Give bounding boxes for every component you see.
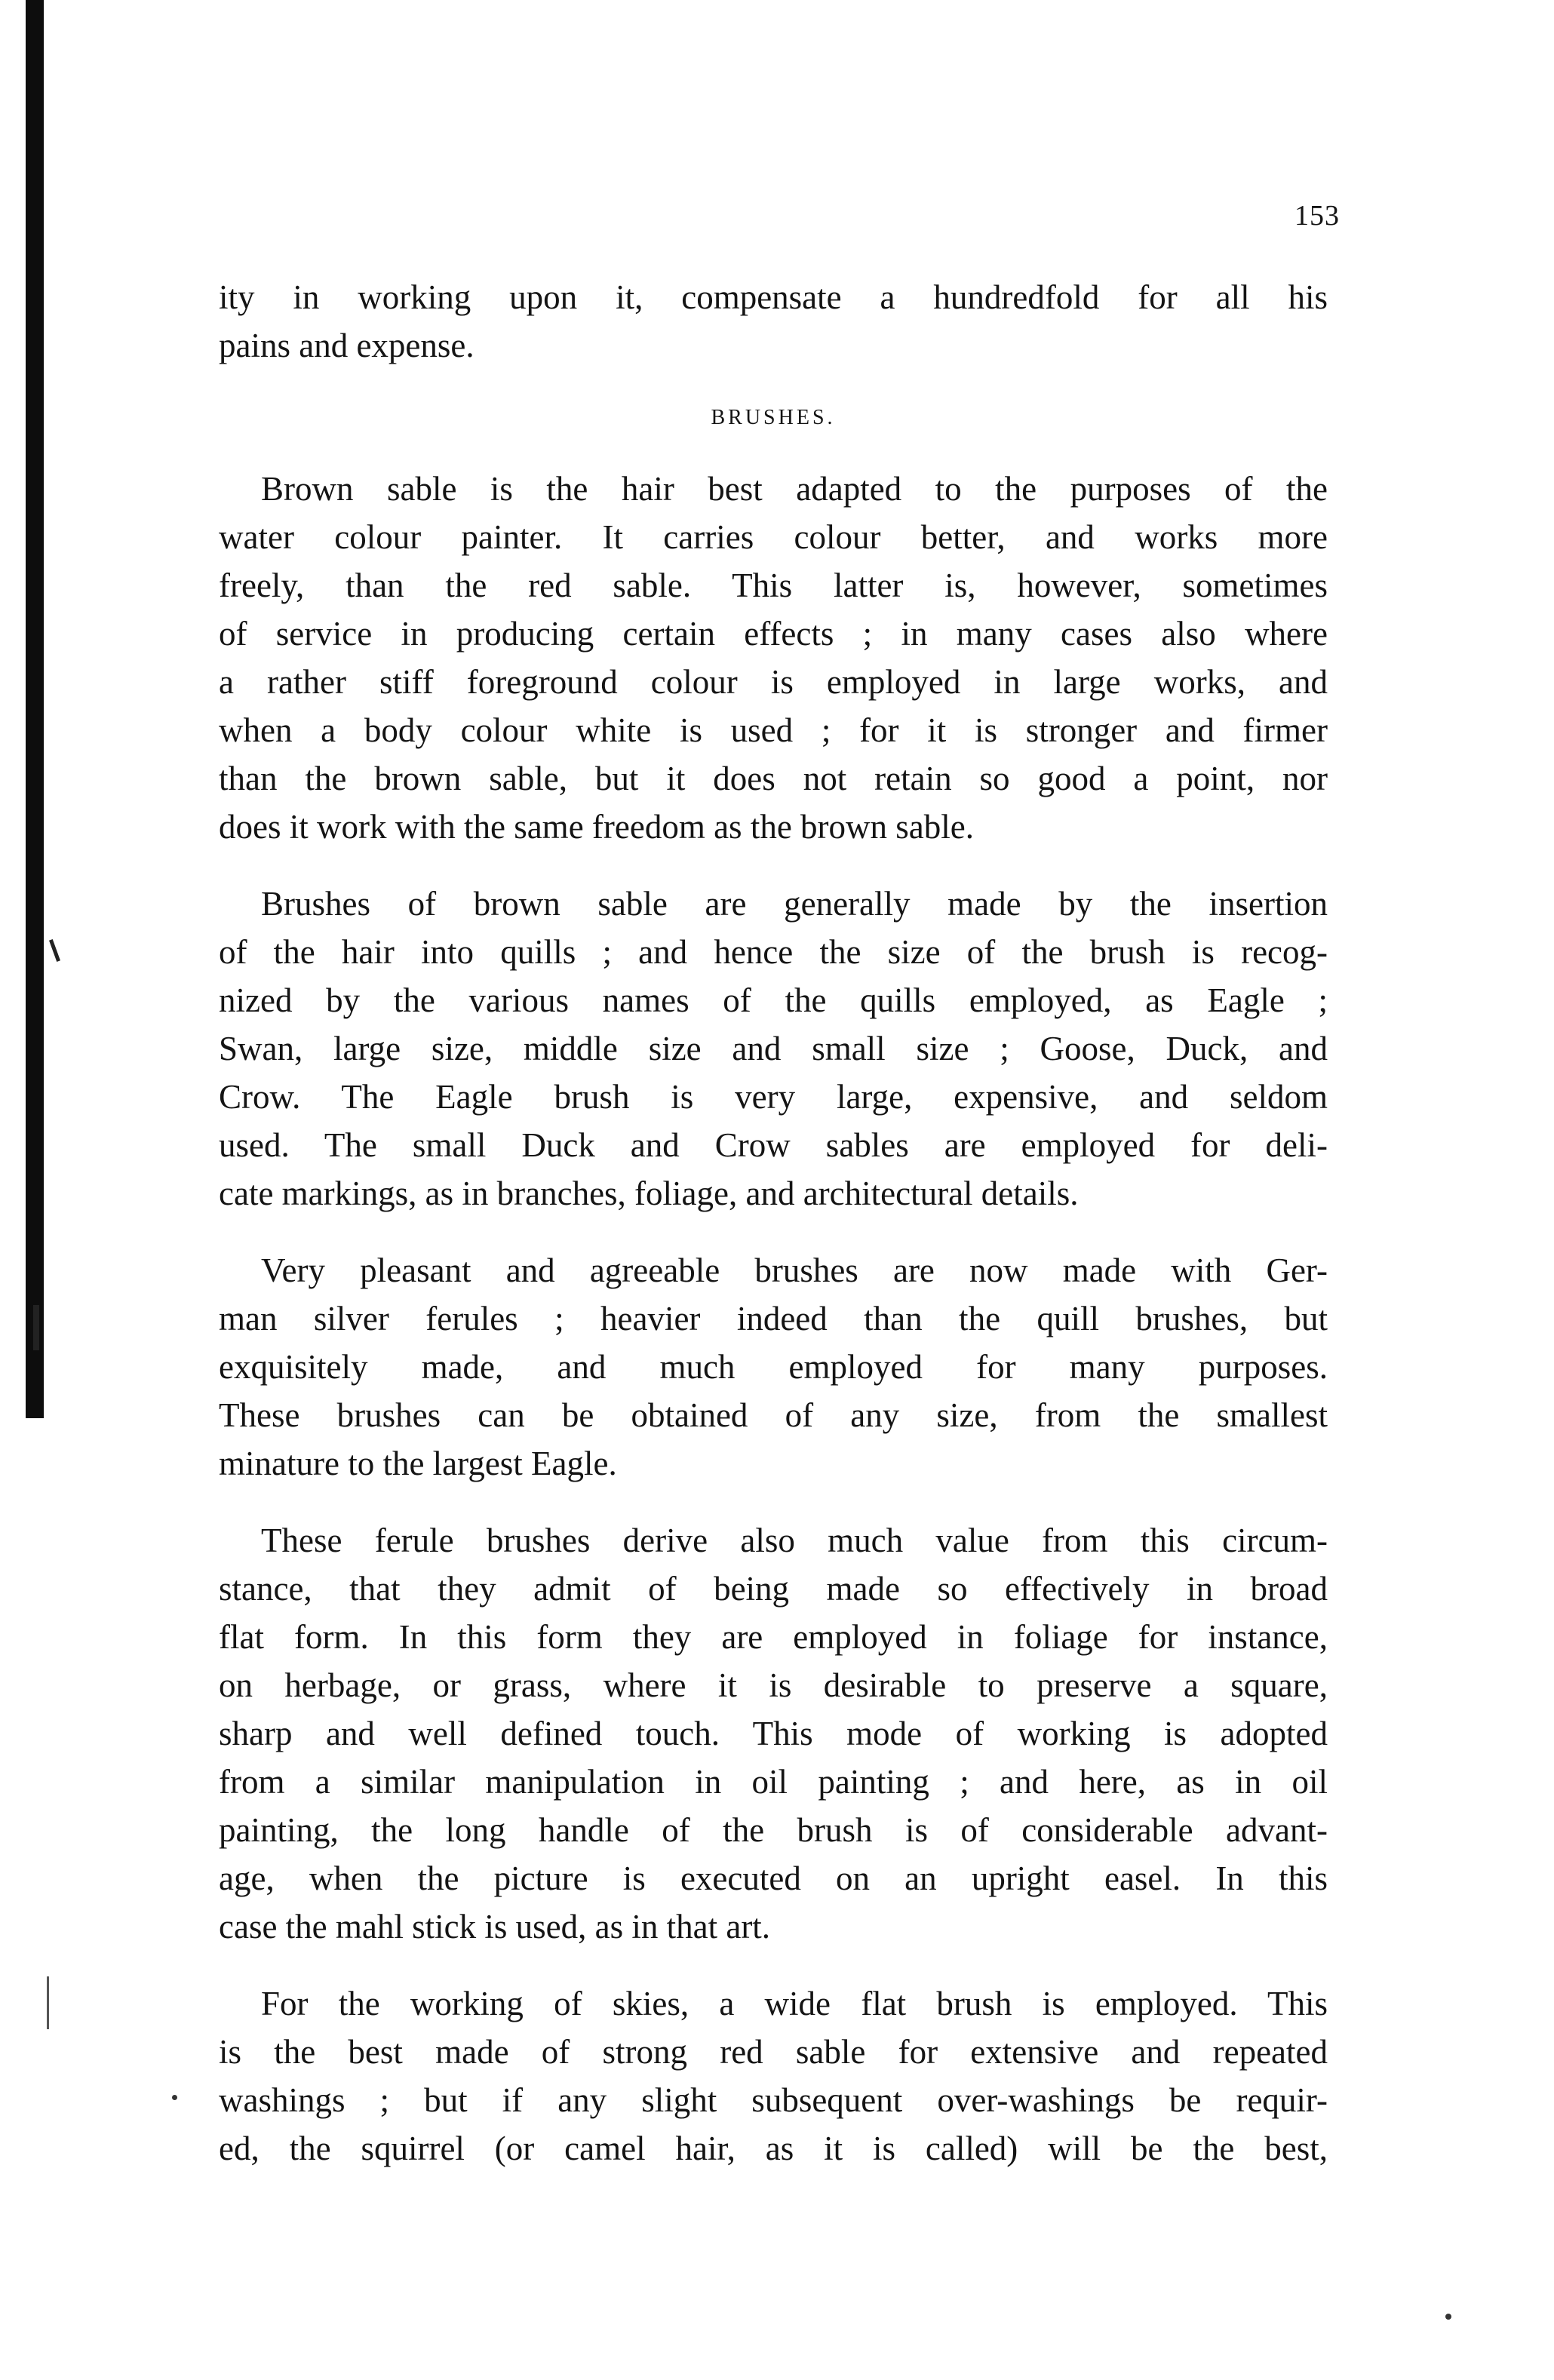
text-line: flat form. In this form they are employed in foliage for instance, <box>219 1618 1328 1656</box>
text-line: For the working of skies, a wide flat brush is employed. This <box>261 1985 1328 2022</box>
text-line: on herbage, or grass, where it is desirable to preserve a square, <box>219 1666 1328 1704</box>
scan-mark <box>47 1976 49 2029</box>
text-line: of the hair into quills ; and hence the size of the brush is recog- <box>219 933 1328 971</box>
text-line: when a body colour white is used ; for it is stronger and firmer <box>219 711 1328 749</box>
paragraph-german-silver <box>219 1246 1328 1488</box>
text-line: is the best made of strong red sable for extensive and repeated <box>219 2033 1328 2071</box>
text-line: cate markings, as in branches, foliage, and architectural details. <box>219 1175 1079 1212</box>
body-text <box>219 273 1328 2173</box>
text-line: These ferule brushes derive also much value from this circum- <box>261 1522 1328 1559</box>
text-line: Swan, large size, middle size and small size ; Goose, Duck, and <box>219 1030 1328 1067</box>
text-line: Very pleasant and agreeable brushes are now made with Ger- <box>261 1251 1328 1289</box>
text-line: Crow. The Eagle brush is very large, expensive, and seldom <box>219 1078 1328 1116</box>
scan-mark <box>33 1305 39 1350</box>
text-line: from a similar manipulation in oil painting ; and here, as in oil <box>219 1763 1328 1801</box>
text-line: used. The small Duck and Crow sables are employed for deli- <box>219 1126 1328 1164</box>
text-line: nized by the various names of the quills employed, as Eagle ; <box>219 981 1328 1019</box>
paragraph-gap <box>219 1951 1328 1979</box>
paragraph-gap <box>219 851 1328 880</box>
text-line: stance, that they admit of being made so effectively in broad <box>219 1570 1328 1608</box>
scan-speck <box>172 2095 177 2100</box>
text-line: pains and expense. <box>219 327 474 364</box>
text-line: ity in working upon it, compensate a hundredfold for all his <box>219 278 1328 316</box>
text-line: man silver ferules ; heavier indeed than the quill brushes, but <box>219 1300 1328 1337</box>
text-line: Brushes of brown sable are generally made by the insertion <box>261 885 1328 923</box>
text-line: water colour painter. It carries colour better, and works more <box>219 518 1328 556</box>
text-line: These brushes can be obtained of any size, from the smallest <box>219 1396 1328 1434</box>
text-line: than the brown sable, but it does not retain so good a point, nor <box>219 760 1328 797</box>
paragraph-continuation <box>219 273 1328 370</box>
paragraph-quills <box>219 880 1328 1218</box>
text-line: washings ; but if any slight subsequent over-washings be requir- <box>219 2081 1328 2119</box>
binding-shadow <box>26 0 44 1418</box>
scan-speck <box>1445 2314 1451 2320</box>
page-number: 153 <box>1294 200 1340 232</box>
text-line: a rather stiff foreground colour is employed in large works, and <box>219 663 1328 701</box>
paragraph-ferule-brushes <box>219 1516 1328 1951</box>
text-line: of service in producing certain effects ; in many cases also where <box>219 615 1328 653</box>
scan-mark <box>49 939 60 962</box>
section-heading: BRUSHES. <box>711 406 836 429</box>
paragraph-gap <box>219 1488 1328 1516</box>
paragraph-skies <box>219 1979 1328 2173</box>
text-line: ed, the squirrel (or camel hair, as it is called) will be the best, <box>219 2130 1328 2167</box>
text-line: Brown sable is the hair best adapted to the purposes of the <box>261 470 1328 508</box>
text-line: minature to the largest Eagle. <box>219 1445 617 1482</box>
text-line: freely, than the red sable. This latter is, however, sometimes <box>219 567 1328 604</box>
text-line: does it work with the same freedom as the brown sable. <box>219 808 974 846</box>
paragraph-gap <box>219 1218 1328 1246</box>
paragraph-brown-sable <box>219 465 1328 851</box>
text-line: exquisitely made, and much employed for many purposes. <box>219 1348 1328 1386</box>
text-line: painting, the long handle of the brush is of considerable advant- <box>219 1811 1328 1849</box>
text-line: sharp and well defined touch. This mode of working is adopted <box>219 1715 1328 1752</box>
text-line: case the mahl stick is used, as in that art. <box>219 1908 771 1945</box>
text-line: age, when the picture is executed on an upright easel. In this <box>219 1859 1328 1897</box>
